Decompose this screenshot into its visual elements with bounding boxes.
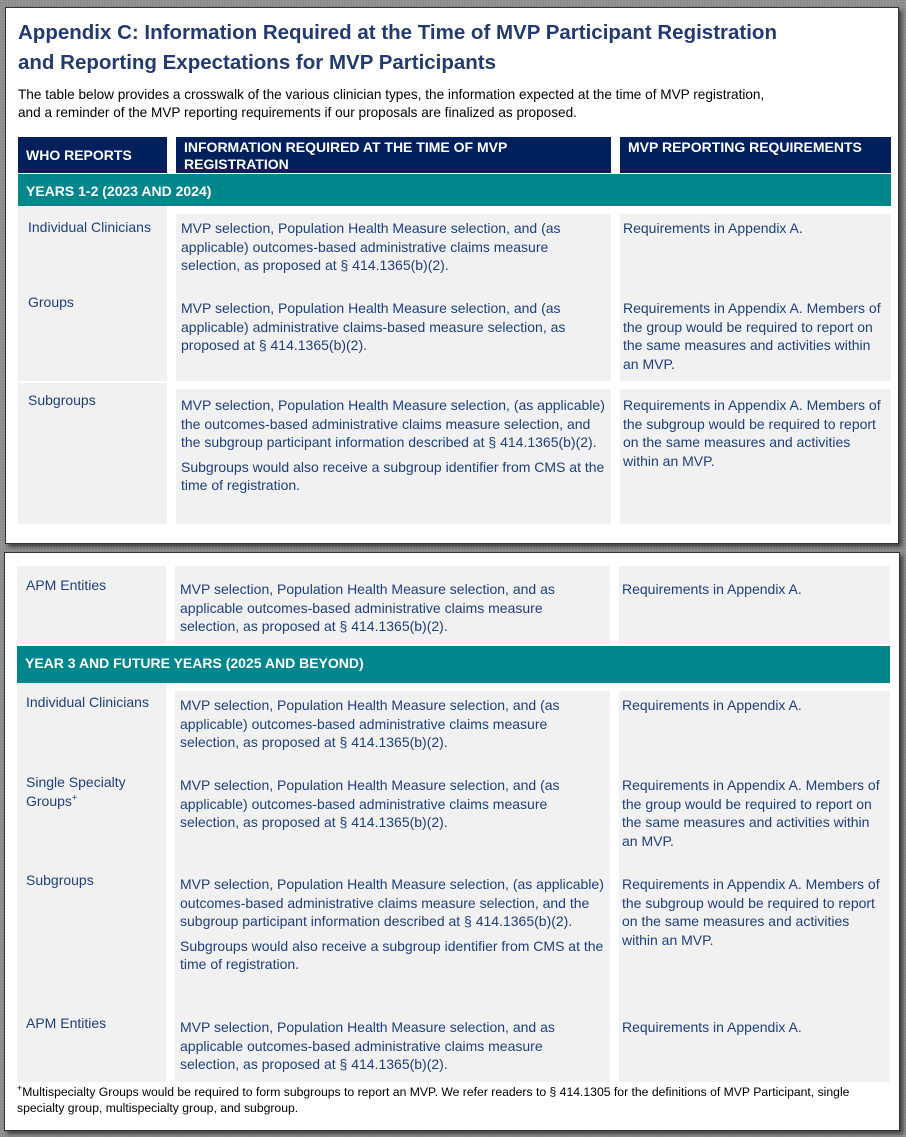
requirements-subgroups: Requirements in Appendix A. Members of the subgroup would be required to report on the same measures and activities within an MVP. [623, 397, 881, 469]
table-row-info [176, 214, 611, 381]
who-single-specialty-label: Single Specialty Groups [26, 774, 126, 809]
info-individual-clinicians-y3: MVP selection, Population Health Measure selection, and (as applicable) outcomes-based administrative claims measure selection, as proposed at § 414.1365(b)(2). [180, 697, 560, 750]
document-page-2 [4, 552, 900, 1131]
footnote-marker: + [17, 1082, 23, 1093]
who-apm-entities: APM Entities [26, 577, 107, 593]
info-subgroups-y3-p1: MVP selection, Population Health Measure selection, (as applicable) outcomes-based administrative claims measure selection, and the subgroup participant information described at § 414.1365(b)(2). [180, 876, 604, 929]
info-single-specialty-groups: MVP selection, Population Health Measure selection, and (as applicable) outcomes-based administrative claims measure selection, as proposed at § 414.1365(b)(2). [180, 777, 560, 830]
requirements-apm-entities: Requirements in Appendix A. [622, 581, 802, 597]
who-individual-clinicians-y3: Individual Clinicians [26, 694, 149, 710]
info-groups: MVP selection, Population Health Measure selection, and (as applicable) administrative claims-based measure selection, as proposed at § 414.1365(b)(2). [181, 300, 566, 353]
who-apm-entities-y3: APM Entities [26, 1015, 107, 1031]
info-subgroups-p1: MVP selection, Population Health Measure selection, (as applicable) the outcomes-based administrative claims measure selection, and the subgroup participant information described at § 414.1365(b)(2). [181, 397, 605, 450]
intro-paragraph [18, 86, 878, 121]
who-subgroups: Subgroups [28, 392, 96, 408]
info-subgroups-p2: Subgroups would also receive a subgroup identifier from CMS at the time of registration. [181, 458, 605, 493]
section-band-year-3-future: YEAR 3 AND FUTURE YEARS (2025 AND BEYOND) [17, 646, 890, 683]
footnote-text: Multispecialty Groups would be required to form subgroups to report an MVP. We refer readers to § 414.1305 for the definitions of MVP Participant, single specialty group, multispecialty group, and subgroup. [17, 1085, 850, 1115]
table-row-requirements [620, 214, 891, 381]
who-groups: Groups [28, 294, 74, 310]
header-reporting-requirements: MVP REPORTING REQUIREMENTS [620, 137, 891, 173]
who-single-specialty-groups [26, 773, 151, 810]
requirements-apm-entities-y3: Requirements in Appendix A. [622, 1019, 802, 1035]
table-row-who [18, 383, 167, 524]
section-band-years-1-2: YEARS 1-2 (2023 AND 2024) [18, 174, 891, 206]
footnote-mark: + [71, 791, 78, 802]
who-individual-clinicians: Individual Clinicians [28, 219, 151, 235]
table-row-who [18, 206, 167, 381]
who-subgroups-y3: Subgroups [26, 872, 94, 888]
document-page-1 [5, 7, 899, 544]
info-individual-clinicians: MVP selection, Population Health Measure selection, and (as applicable) outcomes-based administrative claims measure selection, as proposed at § 414.1365(b)(2). [181, 220, 561, 273]
table-row-info [175, 691, 610, 861]
table-row-who [17, 683, 166, 861]
requirements-single-specialty-groups: Requirements in Appendix A. Members of the group would be required to report on the same measures and activities within an MVP. [622, 777, 880, 849]
requirements-groups: Requirements in Appendix A. Members of the group would be required to report on the same measures and activities within an MVP. [623, 300, 881, 372]
table-row-requirements [619, 861, 890, 1082]
intro-line-2: and a reminder of the MVP reporting requirements if our proposals are finalized as proposed. [18, 104, 577, 120]
title-line-2: and Reporting Expectations for MVP Participants [18, 51, 497, 74]
info-apm-entities: MVP selection, Population Health Measure selection, and as applicable outcomes-based administrative claims measure selection, as proposed at § 414.1365(b)(2). [180, 581, 555, 634]
footnote [17, 1084, 877, 1116]
header-who-reports: WHO REPORTS [18, 137, 167, 173]
requirements-subgroups-y3: Requirements in Appendix A. Members of the subgroup would be required to report on the same measures and activities within an MVP. [622, 876, 880, 948]
table-row-requirements [619, 566, 890, 644]
table-row-info [175, 566, 610, 644]
table-row-info [175, 861, 610, 1082]
info-subgroups-y3-p2: Subgroups would also receive a subgroup identifier from CMS at the time of registration. [180, 937, 604, 972]
table-row-requirements [619, 691, 890, 861]
header-info-required: INFORMATION REQUIRED AT THE TIME OF MVP REGISTRATION [176, 137, 611, 173]
table-row-who [17, 861, 166, 1082]
requirements-individual-clinicians: Requirements in Appendix A. [623, 220, 803, 236]
appendix-title [18, 18, 878, 78]
table-row-who [17, 566, 166, 644]
title-line-1: Appendix C: Information Required at the Time of MVP Participant Registration [18, 21, 777, 44]
info-apm-entities-y3: MVP selection, Population Health Measure selection, and as applicable outcomes-based administrative claims measure selection, as proposed at § 414.1365(b)(2). [180, 1019, 555, 1072]
intro-line-1: The table below provides a crosswalk of the various clinician types, the information expected at the time of MVP registration, [18, 87, 765, 102]
requirements-individual-clinicians-y3: Requirements in Appendix A. [622, 697, 802, 713]
table-row-info [176, 389, 611, 524]
table-row-requirements [620, 389, 891, 524]
